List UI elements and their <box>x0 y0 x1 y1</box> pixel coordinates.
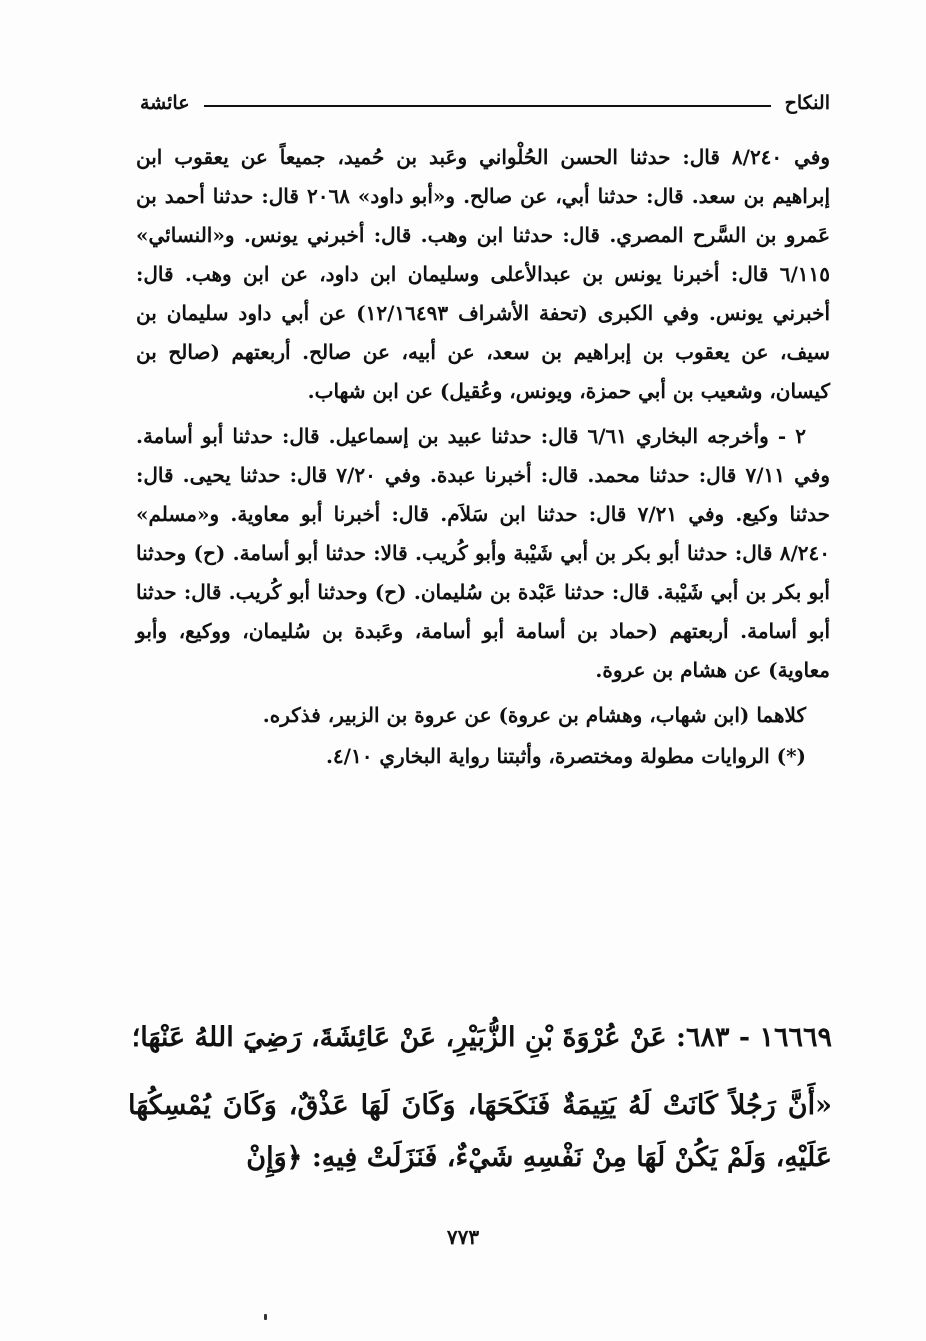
narrator-title: عائشة <box>140 92 190 114</box>
hadith-block <box>128 1012 832 1184</box>
note-paragraph-2: ٢ - وأخرجه البخاري ٦/٦١ قال: حدثنا عبيد بن إسماعيل. قال: حدثنا أبو أسامة. وفي ٧/١١ قال: حدثنا محمد. قال: أخبرنا عبدة. وفي ٧/٢٠ قال: حدثنا يحيى. قال: حدثنا وكيع. وفي ٧/٢١ قال: حدثنا ابن سَلاَم. قال: أخبرنا أبو معاوية. و«مسلم» ٨/٢٤٠ قال: حدثنا أبو بكر بن أبي شَيْبة وأبو كُريب. قالا: حدثنا أبو أسامة. (ح) وحدثنا أبو بكر بن أبي شَيْبة. قال: حدثنا عَبْدة بن سُليمان. (ح) وحدثنا أبو كُريب. قال: حدثنا أبو أسامة. أربعتهم (حماد بن أسامة أبو أسامة، وعَبدة بن سُليمان، ووكيع، وأبو معاوية) عن هشام بن عروة. <box>136 424 831 682</box>
page-number: ٧٧٣ <box>446 1225 480 1249</box>
note-paragraph-1: وفي ٨/٢٤٠ قال: حدثنا الحسن الحُلْواني وعَبد بن حُميد، جميعاً عن يعقوب ابن إبراهيم بن سعد. قال: حدثنا أبي، عن صالح. و«أبو داود» ٢٠٦٨ قال: حدثنا أحمد بن عَمرو بن السَّرح المصري. قال: حدثنا ابن وهب. قال: أخبرني يونس. و«النسائي» ٦/١١٥ قال: أخبرنا يونس بن عبدالأعلى وسليمان ابن داود، عن ابن وهب. قال: أخبرني يونس. وفي الكبرى (تحفة الأشراف ١٢/١٦٤٩٣) عن أبي داود سليمان بن سيف، عن يعقوب بن إبراهيم بن سعد، عن أبيه، عن صالح. أربعتهم (صالح بن كيسان، وشعيب بن أبي حمزة، ويونس، وعُقيل) عن ابن شهاب. <box>136 145 831 403</box>
footnote: (*) الروايات مطولة ومختصرة، وأثبتنا رواية البخاري ٤/١٠. <box>325 744 806 768</box>
hadith-text: «أَنَّ رَجُلاً كَانَتْ لَهُ يَتِيمَةٌ فَنَكَحَهَا، وَكَانَ لَهَا عَذْقٌ، وَكَانَ يُمْسِكُهَا عَلَيْهِ، وَلَمْ يَكُنْ لَهَا مِنْ نَفْسِهِ شَيْءٌ، فَنَزَلَتْ فِيهِ: ﴿وَإِنْ <box>128 1090 832 1173</box>
running-header <box>140 88 830 118</box>
note-conclusion: كلاهما (ابن شهاب، وهشام بن عروة) عن عروة بن الزبير، فذكره. <box>262 703 806 727</box>
scan-speck <box>264 1314 267 1320</box>
header-rule <box>204 105 771 107</box>
takhrij-notes <box>136 138 830 776</box>
hadith-heading: ١٦٦٦٩ - ٦٨٣: عَنْ عُرْوَةَ بْنِ الزُّبَيْرِ، عَنْ عَائِشَةَ، رَضِيَ اللهُ عَنْهَا؛ <box>131 1022 832 1053</box>
chapter-title: النكاح <box>784 92 830 114</box>
